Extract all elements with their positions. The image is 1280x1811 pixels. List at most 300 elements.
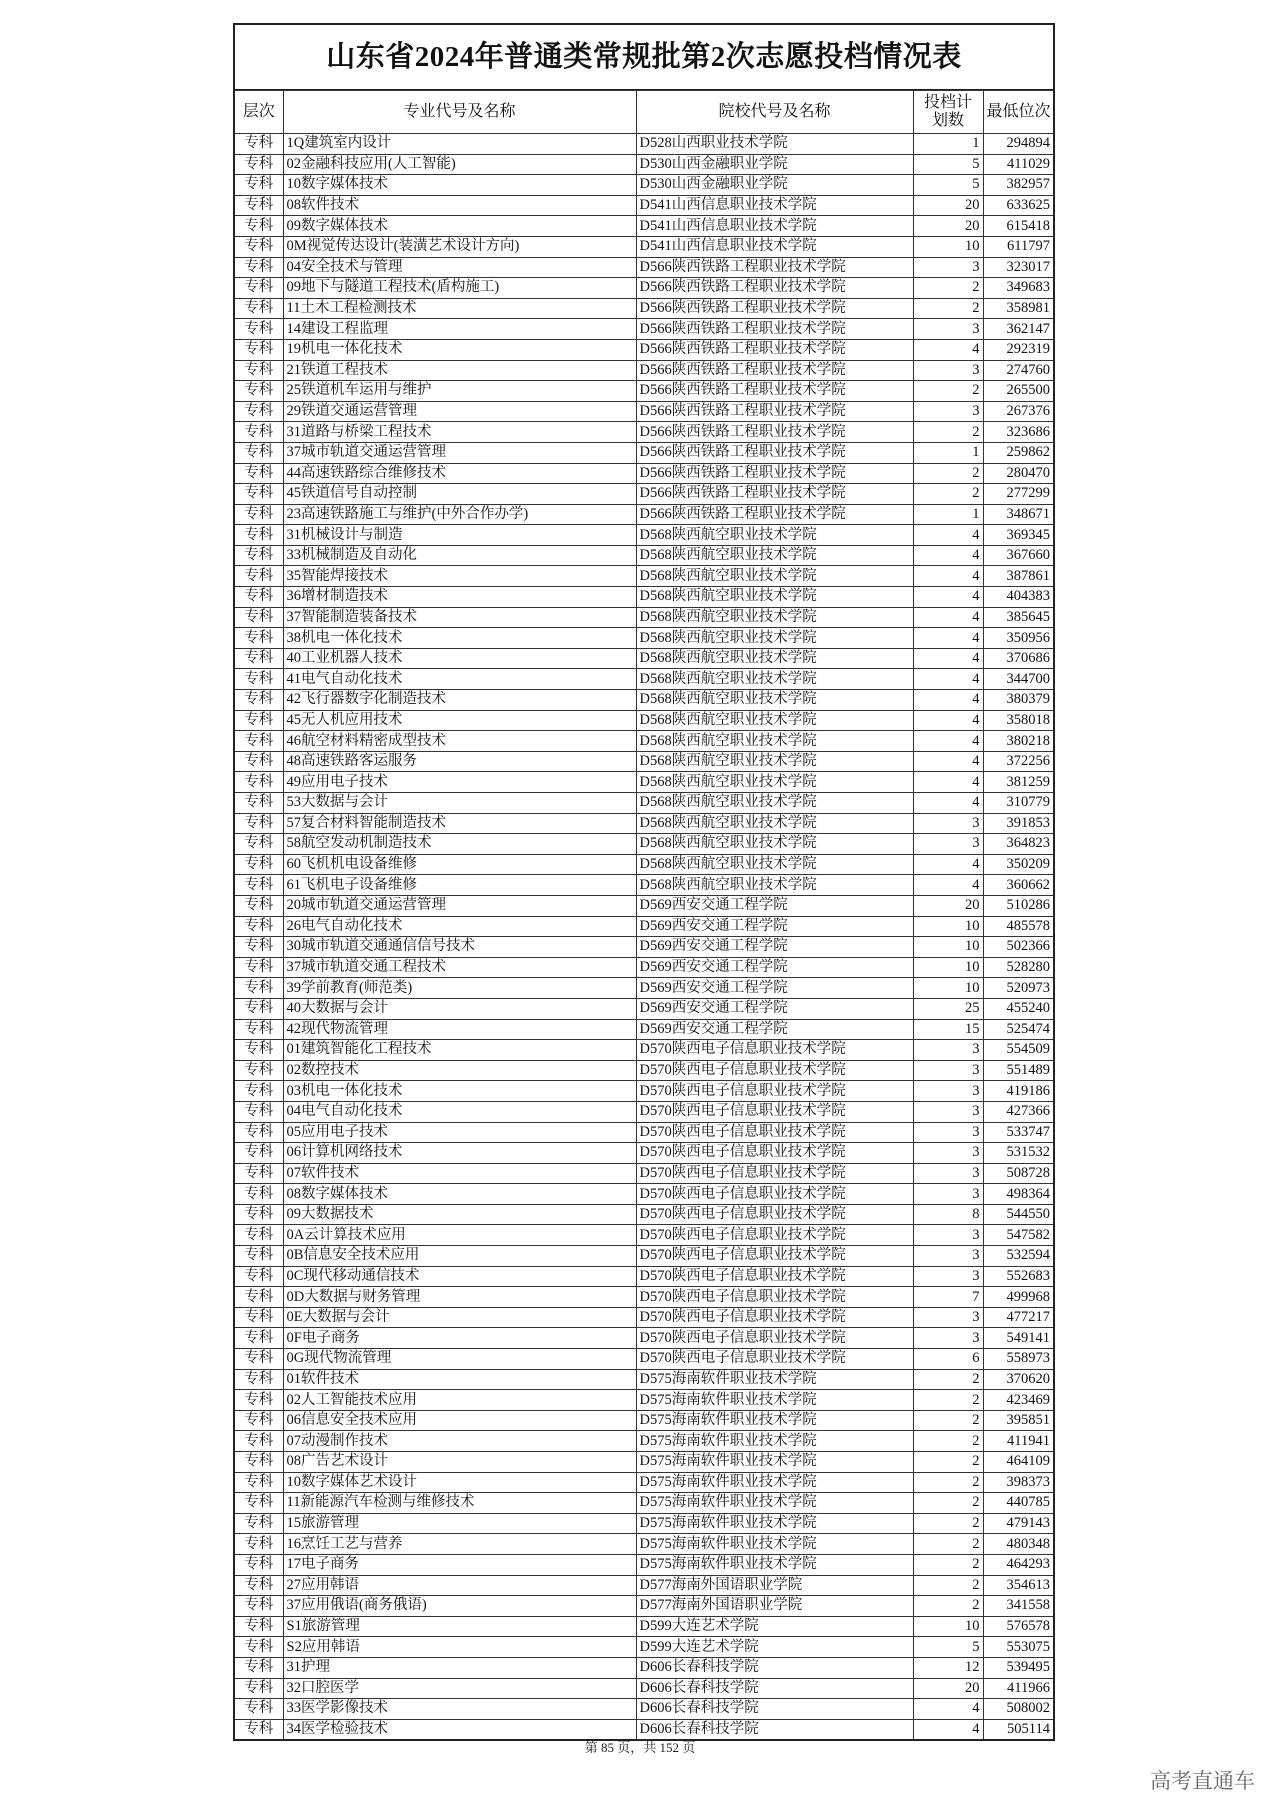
cell-major: 10数字媒体艺术设计 bbox=[283, 1472, 636, 1493]
cell-major: 30城市轨道交通通信信号技术 bbox=[283, 937, 636, 958]
table-row bbox=[235, 278, 1053, 299]
table-row bbox=[235, 1060, 1053, 1081]
cell-major: 57复合材料智能制造技术 bbox=[283, 813, 636, 834]
cell-school: D530山西金融职业学院 bbox=[636, 175, 913, 196]
header-plan-line1: 投档计 bbox=[923, 94, 972, 111]
table-row bbox=[235, 916, 1053, 937]
cell-school: D568陕西航空职业技术学院 bbox=[636, 648, 913, 669]
header-school: 院校代号及名称 bbox=[636, 91, 913, 134]
cell-major: 33医学影像技术 bbox=[283, 1699, 636, 1720]
cell-major: 31道路与桥梁工程技术 bbox=[283, 422, 636, 443]
cell-rank: 615418 bbox=[983, 216, 1053, 237]
cell-plan: 3 bbox=[913, 319, 983, 340]
table-row bbox=[235, 1452, 1053, 1473]
cell-rank: 479143 bbox=[983, 1513, 1053, 1534]
cell-plan: 2 bbox=[913, 1390, 983, 1411]
table-row bbox=[235, 216, 1053, 237]
cell-plan: 2 bbox=[913, 278, 983, 299]
cell-school: D568陕西航空职业技术学院 bbox=[636, 587, 913, 608]
cell-level: 专科 bbox=[235, 607, 283, 628]
cell-level: 专科 bbox=[235, 1719, 283, 1739]
cell-major: 0E大数据与会计 bbox=[283, 1307, 636, 1328]
cell-school: D541山西信息职业技术学院 bbox=[636, 195, 913, 216]
cell-rank: 528280 bbox=[983, 957, 1053, 978]
cell-major: 16烹饪工艺与营养 bbox=[283, 1534, 636, 1555]
cell-plan: 3 bbox=[913, 1163, 983, 1184]
cell-major: 09数字媒体技术 bbox=[283, 216, 636, 237]
cell-level: 专科 bbox=[235, 1060, 283, 1081]
cell-school: D568陕西航空职业技术学院 bbox=[636, 751, 913, 772]
table-row bbox=[235, 319, 1053, 340]
table-row bbox=[235, 1225, 1053, 1246]
cell-plan: 4 bbox=[913, 751, 983, 772]
cell-level: 专科 bbox=[235, 1452, 283, 1473]
cell-plan: 1 bbox=[913, 134, 983, 155]
cell-major: 53大数据与会计 bbox=[283, 793, 636, 814]
cell-plan: 3 bbox=[913, 1143, 983, 1164]
cell-plan: 12 bbox=[913, 1657, 983, 1678]
cell-school: D570陕西电子信息职业技术学院 bbox=[636, 1349, 913, 1370]
table-row bbox=[235, 360, 1053, 381]
table-row bbox=[235, 669, 1053, 690]
cell-level: 专科 bbox=[235, 1328, 283, 1349]
page-title: 山东省2024年普通类常规批第2次志愿投档情况表 bbox=[235, 25, 1053, 90]
table-row bbox=[235, 813, 1053, 834]
table-row bbox=[235, 1122, 1053, 1143]
cell-level: 专科 bbox=[235, 1163, 283, 1184]
table-row bbox=[235, 175, 1053, 196]
cell-rank: 362147 bbox=[983, 319, 1053, 340]
table-row bbox=[235, 1493, 1053, 1514]
cell-rank: 532594 bbox=[983, 1246, 1053, 1267]
cell-school: D566陕西铁路工程职业技术学院 bbox=[636, 360, 913, 381]
cell-level: 专科 bbox=[235, 937, 283, 958]
table-row bbox=[235, 895, 1053, 916]
cell-major: 49应用电子技术 bbox=[283, 772, 636, 793]
cell-school: D568陕西航空职业技术学院 bbox=[636, 566, 913, 587]
cell-school: D570陕西电子信息职业技术学院 bbox=[636, 1060, 913, 1081]
header-rank: 最低位次 bbox=[983, 91, 1053, 134]
cell-major: 25铁道机车运用与维护 bbox=[283, 381, 636, 402]
cell-school: D575海南软件职业技术学院 bbox=[636, 1513, 913, 1534]
cell-rank: 502366 bbox=[983, 937, 1053, 958]
cell-level: 专科 bbox=[235, 1019, 283, 1040]
cell-major: 01建筑智能化工程技术 bbox=[283, 1040, 636, 1061]
cell-rank: 477217 bbox=[983, 1307, 1053, 1328]
cell-level: 专科 bbox=[235, 793, 283, 814]
cell-rank: 510286 bbox=[983, 895, 1053, 916]
table-row bbox=[235, 298, 1053, 319]
cell-school: D570陕西电子信息职业技术学院 bbox=[636, 1287, 913, 1308]
cell-plan: 2 bbox=[913, 422, 983, 443]
cell-plan: 10 bbox=[913, 916, 983, 937]
cell-major: 46航空材料精密成型技术 bbox=[283, 731, 636, 752]
cell-major: 21铁道工程技术 bbox=[283, 360, 636, 381]
cell-plan: 10 bbox=[913, 236, 983, 257]
cell-rank: 455240 bbox=[983, 998, 1053, 1019]
admission-table-sheet bbox=[233, 23, 1055, 1741]
cell-school: D570陕西电子信息职业技术学院 bbox=[636, 1266, 913, 1287]
cell-rank: 576578 bbox=[983, 1616, 1053, 1637]
cell-school: D599大连艺术学院 bbox=[636, 1616, 913, 1637]
cell-school: D528山西职业技术学院 bbox=[636, 134, 913, 155]
table-row bbox=[235, 422, 1053, 443]
cell-major: 39学前教育(师范类) bbox=[283, 978, 636, 999]
cell-rank: 485578 bbox=[983, 916, 1053, 937]
cell-plan: 4 bbox=[913, 669, 983, 690]
cell-major: S1旅游管理 bbox=[283, 1616, 636, 1637]
cell-school: D568陕西航空职业技术学院 bbox=[636, 793, 913, 814]
cell-plan: 2 bbox=[913, 463, 983, 484]
table-body bbox=[235, 134, 1053, 1740]
table-row bbox=[235, 628, 1053, 649]
cell-plan: 15 bbox=[913, 1019, 983, 1040]
cell-plan: 20 bbox=[913, 195, 983, 216]
cell-major: 11新能源汽车检测与维修技术 bbox=[283, 1493, 636, 1514]
cell-rank: 310779 bbox=[983, 793, 1053, 814]
cell-plan: 4 bbox=[913, 566, 983, 587]
cell-major: 02人工智能技术应用 bbox=[283, 1390, 636, 1411]
cell-rank: 551489 bbox=[983, 1060, 1053, 1081]
cell-plan: 4 bbox=[913, 690, 983, 711]
table-row bbox=[235, 1657, 1053, 1678]
cell-school: D568陕西航空职业技术学院 bbox=[636, 669, 913, 690]
cell-plan: 2 bbox=[913, 1410, 983, 1431]
cell-level: 专科 bbox=[235, 895, 283, 916]
cell-plan: 3 bbox=[913, 1060, 983, 1081]
cell-major: 04电气自动化技术 bbox=[283, 1101, 636, 1122]
cell-level: 专科 bbox=[235, 690, 283, 711]
cell-level: 专科 bbox=[235, 1596, 283, 1617]
cell-level: 专科 bbox=[235, 504, 283, 525]
cell-school: D566陕西铁路工程职业技术学院 bbox=[636, 257, 913, 278]
table-row bbox=[235, 257, 1053, 278]
cell-plan: 4 bbox=[913, 875, 983, 896]
cell-school: D566陕西铁路工程职业技术学院 bbox=[636, 422, 913, 443]
cell-school: D566陕西铁路工程职业技术学院 bbox=[636, 463, 913, 484]
table-row bbox=[235, 1184, 1053, 1205]
cell-level: 专科 bbox=[235, 1657, 283, 1678]
cell-school: D568陕西航空职业技术学院 bbox=[636, 854, 913, 875]
table-row bbox=[235, 793, 1053, 814]
cell-plan: 3 bbox=[913, 1040, 983, 1061]
cell-school: D541山西信息职业技术学院 bbox=[636, 236, 913, 257]
cell-plan: 25 bbox=[913, 998, 983, 1019]
cell-plan: 8 bbox=[913, 1204, 983, 1225]
table-row bbox=[235, 1554, 1053, 1575]
cell-level: 专科 bbox=[235, 463, 283, 484]
table-row bbox=[235, 566, 1053, 587]
cell-level: 专科 bbox=[235, 566, 283, 587]
table-row bbox=[235, 731, 1053, 752]
cell-rank: 323686 bbox=[983, 422, 1053, 443]
cell-rank: 505114 bbox=[983, 1719, 1053, 1739]
cell-major: 44高速铁路综合维修技术 bbox=[283, 463, 636, 484]
cell-level: 专科 bbox=[235, 998, 283, 1019]
cell-level: 专科 bbox=[235, 1101, 283, 1122]
cell-level: 专科 bbox=[235, 1575, 283, 1596]
cell-level: 专科 bbox=[235, 154, 283, 175]
cell-school: D570陕西电子信息职业技术学院 bbox=[636, 1184, 913, 1205]
cell-level: 专科 bbox=[235, 1493, 283, 1514]
cell-school: D566陕西铁路工程职业技术学院 bbox=[636, 504, 913, 525]
admission-table bbox=[235, 90, 1053, 1739]
cell-major: 34医学检验技术 bbox=[283, 1719, 636, 1739]
cell-school: D568陕西航空职业技术学院 bbox=[636, 875, 913, 896]
cell-school: D568陕西航空职业技术学院 bbox=[636, 710, 913, 731]
table-row bbox=[235, 401, 1053, 422]
cell-plan: 2 bbox=[913, 381, 983, 402]
cell-major: 41电气自动化技术 bbox=[283, 669, 636, 690]
table-row bbox=[235, 648, 1053, 669]
cell-major: 35智能焊接技术 bbox=[283, 566, 636, 587]
cell-level: 专科 bbox=[235, 1184, 283, 1205]
cell-plan: 4 bbox=[913, 607, 983, 628]
cell-plan: 4 bbox=[913, 710, 983, 731]
cell-school: D569西安交通工程学院 bbox=[636, 916, 913, 937]
cell-school: D568陕西航空职业技术学院 bbox=[636, 525, 913, 546]
cell-rank: 280470 bbox=[983, 463, 1053, 484]
cell-level: 专科 bbox=[235, 545, 283, 566]
cell-plan: 4 bbox=[913, 525, 983, 546]
cell-rank: 350956 bbox=[983, 628, 1053, 649]
cell-level: 专科 bbox=[235, 1369, 283, 1390]
cell-rank: 611797 bbox=[983, 236, 1053, 257]
cell-major: 0G现代物流管理 bbox=[283, 1349, 636, 1370]
table-row bbox=[235, 751, 1053, 772]
table-row bbox=[235, 998, 1053, 1019]
cell-school: D575海南软件职业技术学院 bbox=[636, 1554, 913, 1575]
cell-school: D541山西信息职业技术学院 bbox=[636, 216, 913, 237]
cell-plan: 2 bbox=[913, 484, 983, 505]
cell-plan: 4 bbox=[913, 628, 983, 649]
cell-school: D566陕西铁路工程职业技术学院 bbox=[636, 484, 913, 505]
cell-plan: 2 bbox=[913, 1431, 983, 1452]
cell-plan: 20 bbox=[913, 895, 983, 916]
table-row bbox=[235, 1472, 1053, 1493]
cell-rank: 360662 bbox=[983, 875, 1053, 896]
cell-level: 专科 bbox=[235, 1204, 283, 1225]
cell-major: 42飞行器数字化制造技术 bbox=[283, 690, 636, 711]
cell-plan: 20 bbox=[913, 216, 983, 237]
cell-plan: 7 bbox=[913, 1287, 983, 1308]
table-row bbox=[235, 381, 1053, 402]
cell-level: 专科 bbox=[235, 1246, 283, 1267]
table-row bbox=[235, 1596, 1053, 1617]
cell-plan: 4 bbox=[913, 1719, 983, 1739]
cell-school: D575海南软件职业技术学院 bbox=[636, 1534, 913, 1555]
table-row bbox=[235, 1390, 1053, 1411]
cell-major: 07软件技术 bbox=[283, 1163, 636, 1184]
cell-rank: 380218 bbox=[983, 731, 1053, 752]
cell-major: 37城市轨道交通运营管理 bbox=[283, 442, 636, 463]
table-header-row bbox=[235, 91, 1053, 134]
cell-plan: 3 bbox=[913, 1081, 983, 1102]
cell-level: 专科 bbox=[235, 422, 283, 443]
cell-school: D568陕西航空职业技术学院 bbox=[636, 834, 913, 855]
cell-plan: 4 bbox=[913, 731, 983, 752]
cell-school: D570陕西电子信息职业技术学院 bbox=[636, 1101, 913, 1122]
cell-major: 0C现代移动通信技术 bbox=[283, 1266, 636, 1287]
cell-plan: 2 bbox=[913, 1554, 983, 1575]
cell-level: 专科 bbox=[235, 257, 283, 278]
cell-school: D570陕西电子信息职业技术学院 bbox=[636, 1143, 913, 1164]
cell-major: 45无人机应用技术 bbox=[283, 710, 636, 731]
cell-major: 37智能制造装备技术 bbox=[283, 607, 636, 628]
cell-plan: 3 bbox=[913, 1307, 983, 1328]
cell-plan: 4 bbox=[913, 793, 983, 814]
cell-major: 38机电一体化技术 bbox=[283, 628, 636, 649]
cell-level: 专科 bbox=[235, 1637, 283, 1658]
cell-rank: 464293 bbox=[983, 1554, 1053, 1575]
cell-rank: 520973 bbox=[983, 978, 1053, 999]
cell-major: 20城市轨道交通运营管理 bbox=[283, 895, 636, 916]
cell-level: 专科 bbox=[235, 1390, 283, 1411]
cell-school: D575海南软件职业技术学院 bbox=[636, 1369, 913, 1390]
cell-rank: 364823 bbox=[983, 834, 1053, 855]
cell-level: 专科 bbox=[235, 1307, 283, 1328]
cell-rank: 391853 bbox=[983, 813, 1053, 834]
cell-level: 专科 bbox=[235, 442, 283, 463]
cell-level: 专科 bbox=[235, 772, 283, 793]
cell-major: 42现代物流管理 bbox=[283, 1019, 636, 1040]
cell-major: 48高速铁路客运服务 bbox=[283, 751, 636, 772]
cell-school: D570陕西电子信息职业技术学院 bbox=[636, 1307, 913, 1328]
cell-school: D570陕西电子信息职业技术学院 bbox=[636, 1163, 913, 1184]
cell-rank: 350209 bbox=[983, 854, 1053, 875]
cell-major: 06信息安全技术应用 bbox=[283, 1410, 636, 1431]
cell-school: D568陕西航空职业技术学院 bbox=[636, 690, 913, 711]
cell-rank: 367660 bbox=[983, 545, 1053, 566]
cell-school: D569西安交通工程学院 bbox=[636, 998, 913, 1019]
cell-school: D569西安交通工程学院 bbox=[636, 1019, 913, 1040]
cell-major: 19机电一体化技术 bbox=[283, 339, 636, 360]
cell-plan: 4 bbox=[913, 587, 983, 608]
cell-school: D568陕西航空职业技术学院 bbox=[636, 813, 913, 834]
cell-major: 02金融科技应用(人工智能) bbox=[283, 154, 636, 175]
cell-plan: 20 bbox=[913, 1678, 983, 1699]
cell-level: 专科 bbox=[235, 298, 283, 319]
cell-level: 专科 bbox=[235, 978, 283, 999]
cell-plan: 4 bbox=[913, 772, 983, 793]
cell-school: D606长春科技学院 bbox=[636, 1719, 913, 1739]
cell-plan: 2 bbox=[913, 1369, 983, 1390]
table-row bbox=[235, 1637, 1053, 1658]
cell-major: 02数控技术 bbox=[283, 1060, 636, 1081]
cell-rank: 531532 bbox=[983, 1143, 1053, 1164]
cell-plan: 2 bbox=[913, 1513, 983, 1534]
table-row bbox=[235, 1163, 1053, 1184]
table-row bbox=[235, 1101, 1053, 1122]
cell-major: 10数字媒体技术 bbox=[283, 175, 636, 196]
cell-plan: 2 bbox=[913, 1534, 983, 1555]
cell-school: D566陕西铁路工程职业技术学院 bbox=[636, 442, 913, 463]
cell-plan: 1 bbox=[913, 442, 983, 463]
cell-rank: 411966 bbox=[983, 1678, 1053, 1699]
cell-school: D575海南软件职业技术学院 bbox=[636, 1410, 913, 1431]
cell-school: D569西安交通工程学院 bbox=[636, 895, 913, 916]
cell-level: 专科 bbox=[235, 648, 283, 669]
cell-level: 专科 bbox=[235, 1040, 283, 1061]
cell-major: 09地下与隧道工程技术(盾构施工) bbox=[283, 278, 636, 299]
cell-rank: 382957 bbox=[983, 175, 1053, 196]
cell-plan: 10 bbox=[913, 1616, 983, 1637]
cell-rank: 344700 bbox=[983, 669, 1053, 690]
cell-rank: 552683 bbox=[983, 1266, 1053, 1287]
cell-school: D575海南软件职业技术学院 bbox=[636, 1493, 913, 1514]
cell-rank: 274760 bbox=[983, 360, 1053, 381]
cell-rank: 369345 bbox=[983, 525, 1053, 546]
cell-rank: 354613 bbox=[983, 1575, 1053, 1596]
cell-level: 专科 bbox=[235, 1081, 283, 1102]
table-row bbox=[235, 339, 1053, 360]
cell-plan: 4 bbox=[913, 339, 983, 360]
table-row bbox=[235, 875, 1053, 896]
cell-school: D569西安交通工程学院 bbox=[636, 957, 913, 978]
header-plan bbox=[913, 91, 983, 134]
cell-level: 专科 bbox=[235, 484, 283, 505]
cell-plan: 3 bbox=[913, 1101, 983, 1122]
cell-rank: 539495 bbox=[983, 1657, 1053, 1678]
cell-plan: 5 bbox=[913, 175, 983, 196]
cell-major: 07动漫制作技术 bbox=[283, 1431, 636, 1452]
cell-plan: 2 bbox=[913, 1575, 983, 1596]
cell-rank: 404383 bbox=[983, 587, 1053, 608]
cell-rank: 294894 bbox=[983, 134, 1053, 155]
cell-major: 37城市轨道交通工程技术 bbox=[283, 957, 636, 978]
table-row bbox=[235, 1307, 1053, 1328]
cell-level: 专科 bbox=[235, 875, 283, 896]
cell-rank: 380379 bbox=[983, 690, 1053, 711]
cell-major: 37应用俄语(商务俄语) bbox=[283, 1596, 636, 1617]
cell-plan: 3 bbox=[913, 813, 983, 834]
watermark-logo: 高考直通车 bbox=[1150, 1769, 1255, 1793]
cell-rank: 370686 bbox=[983, 648, 1053, 669]
table-row bbox=[235, 1699, 1053, 1720]
cell-plan: 2 bbox=[913, 298, 983, 319]
cell-level: 专科 bbox=[235, 587, 283, 608]
cell-level: 专科 bbox=[235, 381, 283, 402]
cell-plan: 10 bbox=[913, 978, 983, 999]
cell-rank: 508728 bbox=[983, 1163, 1053, 1184]
table-row bbox=[235, 1410, 1053, 1431]
cell-school: D530山西金融职业学院 bbox=[636, 154, 913, 175]
cell-rank: 323017 bbox=[983, 257, 1053, 278]
cell-school: D568陕西航空职业技术学院 bbox=[636, 772, 913, 793]
cell-rank: 395851 bbox=[983, 1410, 1053, 1431]
cell-rank: 553075 bbox=[983, 1637, 1053, 1658]
table-row bbox=[235, 442, 1053, 463]
page-number: 第 85 页，共 152 页 bbox=[584, 1740, 696, 1755]
cell-major: 36增材制造技术 bbox=[283, 587, 636, 608]
table-row bbox=[235, 1204, 1053, 1225]
cell-plan: 3 bbox=[913, 401, 983, 422]
cell-level: 专科 bbox=[235, 1225, 283, 1246]
cell-major: 1Q建筑室内设计 bbox=[283, 134, 636, 155]
cell-plan: 4 bbox=[913, 1699, 983, 1720]
cell-rank: 372256 bbox=[983, 751, 1053, 772]
cell-school: D570陕西电子信息职业技术学院 bbox=[636, 1122, 913, 1143]
cell-school: D566陕西铁路工程职业技术学院 bbox=[636, 381, 913, 402]
cell-major: 06计算机网络技术 bbox=[283, 1143, 636, 1164]
cell-major: 40工业机器人技术 bbox=[283, 648, 636, 669]
cell-major: 01软件技术 bbox=[283, 1369, 636, 1390]
cell-level: 专科 bbox=[235, 628, 283, 649]
cell-school: D575海南软件职业技术学院 bbox=[636, 1431, 913, 1452]
cell-major: 08数字媒体技术 bbox=[283, 1184, 636, 1205]
table-row bbox=[235, 545, 1053, 566]
table-row bbox=[235, 834, 1053, 855]
